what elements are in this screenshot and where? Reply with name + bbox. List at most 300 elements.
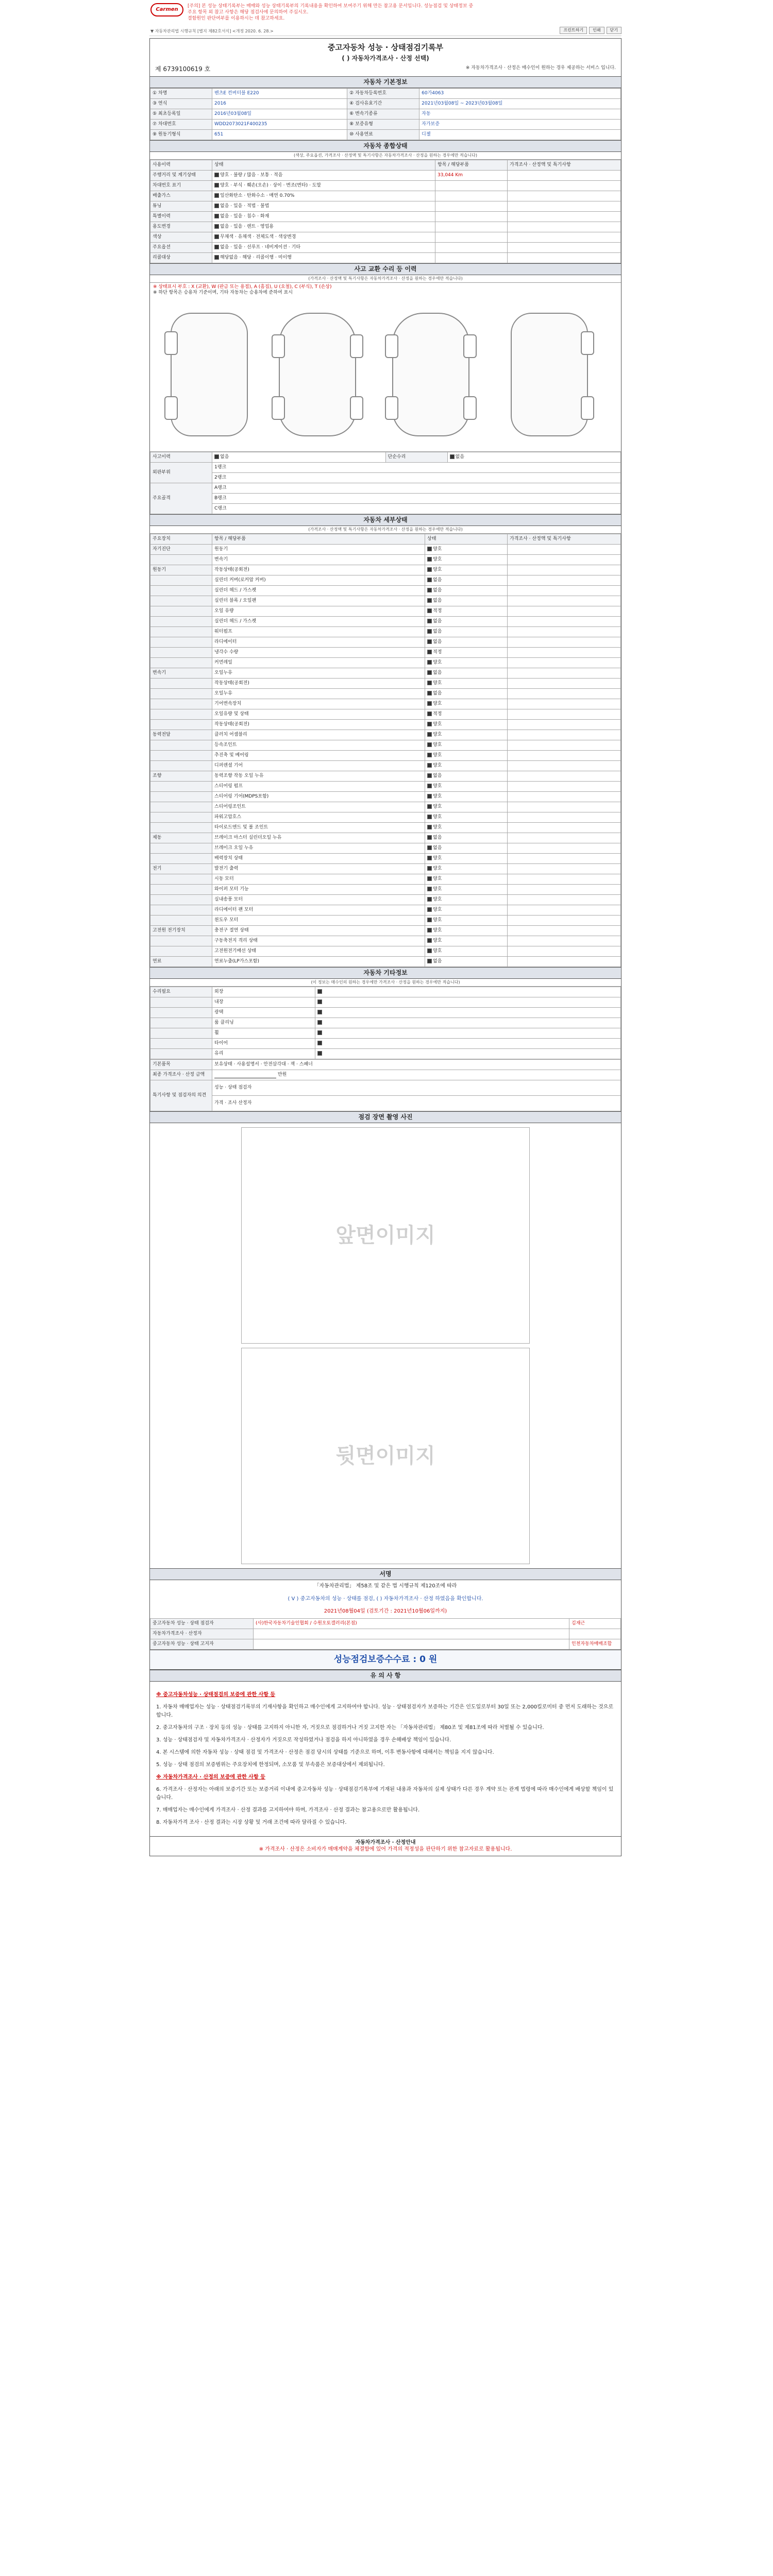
repair-label: 단순수리: [385, 452, 447, 463]
checkbox-icon: [214, 234, 219, 239]
sign-band: 서명: [150, 1568, 621, 1580]
checkbox-icon: [427, 835, 432, 840]
detail-item: 스티어링 기어(MDPS포함): [212, 792, 425, 802]
detail-row: [150, 957, 621, 967]
summary-band: 자동차 종합상태: [150, 140, 621, 152]
detail-state: 양호: [433, 928, 442, 934]
detail-item: 구동축전지 격리 상태: [212, 936, 425, 946]
basic-label: ⑨ 원동기형식: [150, 129, 212, 140]
checkbox-icon: [427, 567, 432, 572]
accident-legend: [150, 283, 621, 298]
accident-value: 없음: [220, 454, 229, 460]
detail-state: 양호: [433, 907, 442, 913]
close-button[interactable]: 닫기: [607, 27, 621, 34]
detail-group: [150, 555, 212, 565]
detail-band: 자동차 세부상태: [150, 514, 621, 526]
summary-label: 색상: [150, 232, 212, 242]
detail-state: 적정: [433, 650, 442, 655]
detail-row: [150, 658, 621, 668]
notes-heading-2: ※ 자동차가격조사 · 산정의 보증에 관한 사항 등: [156, 1774, 265, 1780]
detail-group: [150, 916, 212, 926]
notes-body: [150, 1682, 621, 1836]
wheel-icon: [350, 396, 363, 420]
detail-item: 디퍼렌셜 기어: [212, 761, 425, 771]
checkbox-icon: [427, 784, 432, 788]
detail-item: 오일 유량: [212, 606, 425, 617]
detail-group: [150, 802, 212, 812]
detail-group: [150, 689, 212, 699]
checkbox-icon: [427, 691, 432, 696]
notes-band: 유 의 사 항: [150, 1670, 621, 1682]
wheel-icon: [350, 334, 363, 358]
detail-row: [150, 823, 621, 833]
appraiser-label: 자동차가격조사 · 산정자: [150, 1629, 254, 1639]
summary-row: [150, 252, 621, 263]
detail-row: [150, 679, 621, 689]
detail-state: 양호: [433, 948, 442, 954]
checkbox-icon: [427, 866, 432, 871]
checkbox-icon: [317, 989, 322, 994]
detail-group: [150, 854, 212, 864]
front-photo: 앞면이미지: [241, 1127, 530, 1344]
price-table: [150, 1059, 621, 1111]
other-row: [150, 997, 621, 1008]
detail-item: 와이퍼 모터 기능: [212, 885, 425, 895]
summary-col-price: 가격조사 · 산정액 및 특기사항: [508, 160, 621, 170]
guide-text: ※ 가격조사 · 산정은 소비자가 매매계약을 체결함에 있어 가격의 적정성을 판단하기 위한 참고자료로 활용됩니다.: [259, 1846, 512, 1852]
detail-item: 냉각수 수량: [212, 648, 425, 658]
sign-confirm: ( V ) 중고자동차의 성능 · 상태를 점검, ( ) 자동차가격조사 · 산정 하였음을 확인합니다.: [288, 1596, 483, 1602]
summary-col-usage: 사용이력: [150, 160, 212, 170]
appraisal-guide: [150, 1836, 621, 1856]
checkbox-icon: [214, 173, 219, 177]
detail-item: 오일누유: [212, 668, 425, 679]
detail-state: 양호: [433, 547, 442, 552]
detail-state: 없음: [433, 959, 442, 964]
opinion-appraiser: 가격 · 조사 산정자: [212, 1096, 621, 1111]
summary-value: 무채색 · 유채색 · 전체도색 · 색상변경: [220, 234, 296, 240]
rankA: A랭크: [212, 483, 621, 494]
basic-label: ① 차명: [150, 88, 212, 98]
detail-group: [150, 648, 212, 658]
wheel-icon: [272, 396, 285, 420]
checkbox-icon: [317, 1030, 322, 1035]
other-row: [150, 1008, 621, 1018]
detail-row: [150, 751, 621, 761]
detail-group: [150, 627, 212, 637]
notes-heading-1: ※ 중고자동차성능 · 상태점검의 보증에 관한 사항 등: [156, 1692, 276, 1698]
notice-line-1: [주의] 본 성능 상태기록부는 매매와 성능 상태기록부의 기록내용을 확인하여 보여주기 위해 만든 참고용 문서입니다. 성능점검 및 상태정보 중 주요 항목 외 참고 사항은 해당 점검사에 문의하여 주십시오.: [188, 4, 474, 15]
checkbox-icon: [427, 907, 432, 912]
wheel-icon: [581, 396, 594, 420]
basic-value: WDD2073021F400235: [212, 119, 347, 129]
detail-group: [150, 874, 212, 885]
detail-col-group: 주요장치: [150, 534, 212, 545]
summary-table: [150, 160, 621, 263]
wheel-icon: [581, 331, 594, 355]
detail-group: [150, 606, 212, 617]
back-photo: 뒷면이미지: [241, 1348, 530, 1564]
doc-title: 중고자동차 성능 · 상태점검기록부: [327, 43, 444, 52]
detail-group: [150, 720, 212, 730]
detail-item: 시동 모터: [212, 874, 425, 885]
photo-band: 점검 장면 촬영 사진: [150, 1111, 621, 1123]
detail-row: [150, 946, 621, 957]
summary-label: 튜닝: [150, 201, 212, 211]
detail-group: [150, 936, 212, 946]
inspector-person: 김재근: [569, 1618, 621, 1629]
detail-group: 고전원 전기장치: [150, 926, 212, 936]
detail-state: 양호: [433, 825, 442, 831]
checkbox-icon: [427, 711, 432, 716]
basic-row: [150, 98, 621, 109]
checkbox-icon: [427, 598, 432, 603]
detail-row: [150, 812, 621, 823]
summary-value: 해당없음 · 해당 · 리콜이행 · 미이행: [220, 255, 292, 260]
checkbox-icon: [427, 557, 432, 562]
summary-row: [150, 232, 621, 242]
detail-state: 없음: [433, 670, 442, 676]
basic-label: ⑩ 사용연료: [347, 129, 419, 140]
checkbox-icon: [427, 928, 432, 933]
summary-label: 용도변경: [150, 222, 212, 232]
summary-label: 특별이력: [150, 211, 212, 222]
summary-value: 일산화탄소 · 탄화수소 · 매연 0.70%: [220, 193, 295, 198]
detail-item: 라디에이터 팬 모터: [212, 905, 425, 916]
summary-value: 없음 · 있음 · 선루프 · 네비게이션 · 기타: [220, 244, 301, 250]
checkbox-icon: [427, 578, 432, 582]
repair-value: 없음: [455, 454, 464, 460]
checkbox-icon: [214, 255, 219, 260]
detail-row: [150, 782, 621, 792]
detail-state: 양호: [433, 856, 442, 861]
checkbox-icon: [427, 608, 432, 613]
inspection-sheet: [149, 0, 621, 1856]
detail-item: 원동기: [212, 545, 425, 555]
detail-group: [150, 699, 212, 709]
detail-group: [150, 596, 212, 606]
detail-state: 양호: [433, 763, 442, 769]
detail-item: 워터펌프: [212, 627, 425, 637]
detail-state: 양호: [433, 701, 442, 707]
accident-note: (가격조사 · 산정액 및 특기사항은 자동차가격조사 · 산정을 원하는 경우에만 적습니다): [150, 275, 621, 283]
car-top-rear-icon: [392, 313, 469, 436]
checkbox-icon: [427, 794, 432, 799]
other-item: 광택: [212, 1008, 315, 1018]
detail-item: 충전구 절연 상태: [212, 926, 425, 936]
detail-item: 라디에이터: [212, 637, 425, 648]
detail-state: 양호: [433, 722, 442, 727]
detail-state: 없음: [433, 619, 442, 624]
detail-state: 양호: [433, 876, 442, 882]
detail-group: [150, 586, 212, 596]
detail-row: [150, 905, 621, 916]
checkbox-icon: [427, 845, 432, 850]
detail-group: [150, 895, 212, 905]
wheel-icon: [463, 334, 477, 358]
detail-item: 오일누유: [212, 689, 425, 699]
checkbox-icon: [427, 639, 432, 644]
doc-note: ※ 자동차가격조사 · 산정은 매수인이 원하는 경우 제공하는 서비스 입니다.: [465, 65, 616, 71]
summary-row: [150, 180, 621, 191]
document-box: [149, 38, 621, 1856]
detail-item: 클러치 어셈블리: [212, 730, 425, 740]
checkbox-icon: [427, 701, 432, 706]
detail-state: 양호: [433, 918, 442, 923]
basic-row: [150, 119, 621, 129]
summary-value: 없음 · 있음 · 렌트 · 영업용: [220, 224, 274, 229]
opinion-inspector: 성능 · 상태 점검자: [212, 1080, 621, 1096]
detail-row: [150, 586, 621, 596]
basic-row: [150, 109, 621, 119]
car-top-front-icon: [279, 313, 356, 436]
summary-row: [150, 211, 621, 222]
other-table: [150, 987, 621, 1059]
detail-group: 변속기: [150, 668, 212, 679]
detail-item: 고전원전기배선 상태: [212, 946, 425, 957]
detail-group: [150, 740, 212, 751]
checkbox-icon: [317, 1010, 322, 1014]
detail-state: 적정: [433, 711, 442, 717]
detail-state: 없음: [433, 598, 442, 604]
detail-row: [150, 555, 621, 565]
detail-row: [150, 730, 621, 740]
checkbox-icon: [214, 224, 219, 229]
rankB: B랭크: [212, 494, 621, 504]
checkbox-icon: [214, 183, 219, 188]
detail-state: 양호: [433, 567, 442, 573]
detail-state: 양호: [433, 897, 442, 903]
checkbox-icon: [214, 214, 219, 218]
detail-item: 실린더 헤드 / 가스켓: [212, 586, 425, 596]
summary-value: 없음 · 있음 · 적법 · 불법: [220, 203, 270, 209]
checkbox-icon: [427, 876, 432, 881]
detail-row: [150, 565, 621, 575]
detail-state: 없음: [433, 773, 442, 779]
detail-state: 없음: [433, 639, 442, 645]
checkbox-icon: [427, 722, 432, 726]
opinion-label: 특기사항 및 점검자의 의견: [150, 1080, 212, 1111]
other-row: [150, 1049, 621, 1059]
summary-row: [150, 242, 621, 252]
detail-state: 양호: [433, 557, 442, 563]
detail-group: [150, 658, 212, 668]
detail-group: 전기: [150, 864, 212, 874]
summary-value: 양호 · 불량 / 많음 · 보통 · 적음: [220, 172, 283, 178]
note-2: 2. 중고자동차의 구조 · 장치 등의 성능 · 상태를 고지하지 아니한 자, 거짓으로 점검하거나 거짓 고지한 자는 「자동차관리법」 제80조 및 제81조에 따라 처벌될 수 있습니다.: [156, 1725, 544, 1731]
detail-row: [150, 720, 621, 730]
checkbox-icon: [427, 670, 432, 675]
detail-group: [150, 761, 212, 771]
list-button[interactable]: 인쇄: [589, 27, 604, 34]
basic-row: [150, 88, 621, 98]
wheel-icon: [385, 396, 398, 420]
detail-row: [150, 617, 621, 627]
checkbox-icon: [427, 856, 432, 860]
note-1: 1. 자동차 매매업자는 성능 · 상태점검기록부의 기재사항을 확인하고 매수인에게 고지하여야 합니다. 성능 · 상태점검자가 보증하는 기간은 인도일로부터 30일 또는 2,000킬로미터 중 먼저 도래하는 것으로 합니다.: [156, 1704, 614, 1718]
detail-item: 윈도우 모터: [212, 916, 425, 926]
detail-state: 양호: [433, 681, 442, 686]
note-7: 7. 매매업자는 매수인에게 가격조사 · 산정 결과를 고지하여야 하며, 가격조사 · 산정 결과는 참고용으로만 활용됩니다.: [156, 1807, 420, 1813]
car-left-side-icon: [171, 313, 248, 436]
price-unit: 만원: [277, 1072, 287, 1077]
other-item: 내장: [212, 997, 315, 1008]
detail-state: 없음: [433, 835, 442, 841]
legend-line-1: ※ 상태표시 부호 : X (교환), W (판금 또는 용접), A (흠집), U (요철), C (부식), T (손상): [153, 284, 332, 290]
detail-item: 오일유량 및 상태: [212, 709, 425, 720]
basic-label: ⑥ 변속기종류: [347, 109, 419, 119]
basic-value: 자동: [419, 109, 621, 119]
checkbox-icon: [450, 454, 455, 459]
summary-label: 차대번호 표기: [150, 180, 212, 191]
checkbox-icon: [317, 1020, 322, 1025]
detail-item: 실린더 커버(로커암 커버): [212, 575, 425, 586]
detail-group: [150, 709, 212, 720]
detail-row: [150, 545, 621, 555]
wheel-icon: [164, 396, 178, 420]
detail-group: 원동기: [150, 565, 212, 575]
price-label: 최종 가격조사 · 산정 금액: [150, 1070, 212, 1080]
notice-line-2: 결함원인 판단여부를 이용하시는 데 참고하세요.: [188, 16, 285, 21]
checkbox-icon: [427, 887, 432, 891]
detail-row: [150, 761, 621, 771]
detail-group: [150, 905, 212, 916]
detail-item: 스티어링 펌프: [212, 782, 425, 792]
other-band: 자동차 기타정보: [150, 967, 621, 979]
detail-row: [150, 885, 621, 895]
frame-label: 주요골격: [150, 483, 212, 514]
detail-item: 실린더 블록 / 오일팬: [212, 596, 425, 606]
notifier-name: 인천자동차매매조합: [569, 1639, 621, 1649]
checkbox-icon: [427, 825, 432, 829]
detail-row: [150, 575, 621, 586]
other-row: [150, 1018, 621, 1028]
detail-col-price: 가격조사 · 산정액 및 특기사항: [508, 534, 621, 545]
detail-state: 없음: [433, 845, 442, 851]
detail-group: 동력전달: [150, 730, 212, 740]
wheel-icon: [463, 396, 477, 420]
wheel-icon: [164, 331, 178, 355]
detail-row: [150, 895, 621, 905]
rank2: 2랭크: [212, 473, 621, 483]
summary-label: 주행거리 및 계기상태: [150, 170, 212, 180]
summary-col-state: 상태: [212, 160, 435, 170]
checkbox-icon: [427, 732, 432, 737]
detail-group: [150, 792, 212, 802]
top-buttons: [560, 27, 621, 34]
car-right-side-icon: [511, 313, 588, 436]
detail-row: [150, 854, 621, 864]
other-item: 룸 클리닝: [212, 1018, 315, 1028]
mileage-value: 33,044 Km: [438, 172, 463, 178]
summary-col-mileage-label: 항목 / 해당부품: [435, 160, 508, 170]
other-row: [150, 1039, 621, 1049]
checkbox-icon: [427, 897, 432, 902]
carmen-logo: Carmen: [150, 3, 183, 16]
detail-state: 양호: [433, 815, 442, 820]
note-8: 8. 자동차가격 조사 · 산정 결과는 시장 상황 및 거래 조건에 따라 달라질 수 있습니다.: [156, 1820, 347, 1825]
note-5: 5. 성능 · 상태 점검의 보증범위는 주요장치에 한정되며, 소모품 및 부속품은 보증대상에서 제외됩니다.: [156, 1762, 385, 1768]
detail-table: [150, 534, 621, 967]
checkbox-icon: [427, 660, 432, 665]
detail-state: 양호: [433, 742, 442, 748]
checkbox-icon: [427, 753, 432, 757]
checkbox-icon: [427, 815, 432, 819]
other-row: [150, 1028, 621, 1039]
detail-item: 브레이크 오일 누유: [212, 843, 425, 854]
checkbox-icon: [427, 588, 432, 592]
checkbox-icon: [427, 681, 432, 685]
detail-state: 양호: [433, 784, 442, 789]
summary-value: 없음 · 있음 · 침수 · 화재: [220, 213, 270, 219]
detail-item: 타이로드엔드 및 볼 조인트: [212, 823, 425, 833]
wheel-icon: [385, 334, 398, 358]
detail-group: [150, 637, 212, 648]
detail-group: [150, 946, 212, 957]
basic-value: 2016년03월08일: [212, 109, 347, 119]
detail-state: 양호: [433, 866, 442, 872]
wheel-icon: [272, 334, 285, 358]
detail-row: [150, 874, 621, 885]
detail-item: 기어변속장치: [212, 699, 425, 709]
sign-law: 「자동차관리법」 제58조 및 같은 법 시행규칙 제120조에 따라: [314, 1583, 457, 1589]
detail-row: [150, 916, 621, 926]
basic-value: 651: [212, 129, 347, 140]
checkbox-icon: [317, 1051, 322, 1056]
detail-row: [150, 864, 621, 874]
checkbox-icon: [427, 959, 432, 963]
detail-group: [150, 843, 212, 854]
basic-items-label: 기본품목: [150, 1060, 212, 1070]
detail-group: 자기진단: [150, 545, 212, 555]
detail-state: 없음: [433, 629, 442, 635]
summary-value: 양호 · 부식 · 훼손(오손) · 상이 · 변조(변타) · 도말: [220, 182, 322, 188]
checkbox-icon: [214, 193, 219, 198]
detail-row: [150, 627, 621, 637]
detail-state: 없음: [433, 578, 442, 583]
checkbox-icon: [427, 650, 432, 654]
summary-label: 주요옵션: [150, 242, 212, 252]
summary-row: [150, 191, 621, 201]
sign-date: 2021년08월04일 (검토기간 : 2021년10월06일까지): [324, 1608, 447, 1615]
detail-row: [150, 637, 621, 648]
checkbox-icon: [427, 547, 432, 551]
car-diagram: [150, 297, 621, 452]
basic-label: ④ 검사유효기간: [347, 98, 419, 109]
detail-row: [150, 926, 621, 936]
detail-row: [150, 596, 621, 606]
basic-value: 자가보증: [419, 119, 621, 129]
rankC: C랭크: [212, 504, 621, 514]
note-3: 3. 성능 · 상태점검자 및 자동차가격조사 · 산정자가 거짓으로 작성하였거나 점검을 하지 아니하였을 경우 손해배상 책임이 있습니다.: [156, 1737, 451, 1743]
detail-group: [150, 782, 212, 792]
basic-info-band: 자동차 기본정보: [150, 76, 621, 88]
detail-row: [150, 648, 621, 658]
detail-item: 배력장치 상태: [212, 854, 425, 864]
other-row: [150, 987, 621, 997]
outer-panel-label: 외판부위: [150, 463, 212, 483]
basic-value: 60가4063: [419, 88, 621, 98]
checkbox-icon: [427, 938, 432, 943]
note-4: 4. 본 시스템에 의한 자동차 성능 · 상태 점검 및 가격조사 · 산정은 점검 당시의 상태를 기준으로 하며, 이후 변동사항에 대해서는 책임을 지지 않습니다.: [156, 1750, 494, 1755]
form-meta: ▼ 자동차관리법 시행규칙 [별지 제82호서식] <개정 2020. 6. 28.>: [150, 29, 274, 33]
top-bar: [149, 0, 621, 36]
detail-group: 조향: [150, 771, 212, 782]
print-button[interactable]: 프린트하기: [560, 27, 587, 34]
checkbox-icon: [427, 804, 432, 809]
detail-state: 적정: [433, 608, 442, 614]
detail-group: [150, 823, 212, 833]
